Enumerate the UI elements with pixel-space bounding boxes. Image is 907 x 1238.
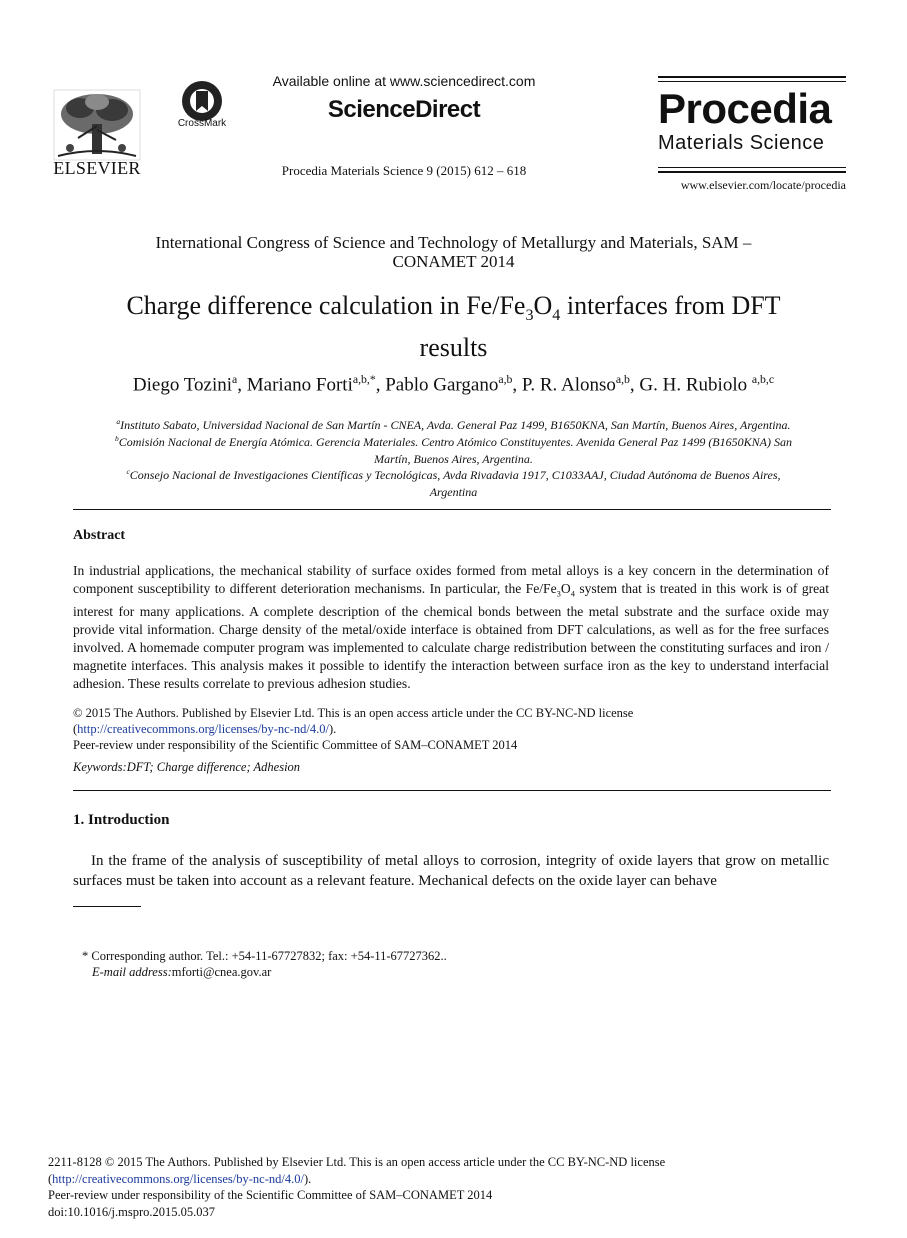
title-subscript: 3 [525,307,534,325]
author-list [40,373,867,396]
author-separator: , [237,374,247,396]
affiliation-text: Comisión Nacional de Energía Atómica. Gerencia Materiales. Centro Atómico Constituyentes. Avenida General Paz 1499 (B1650KNA) San [118,435,792,449]
license-paren: ( [48,1171,53,1186]
affiliation-mark: b [115,434,119,443]
abstract-subscript: 3 [556,588,561,599]
affiliation-mark: a [116,417,121,426]
paper-title-line-2: results [419,333,488,363]
page-footer [48,1154,665,1220]
title-text: interfaces from DFT [560,291,781,320]
procedia-bottom-rule [658,167,846,168]
author-name: Pablo Gargano [385,374,499,396]
doi[interactable]: doi:10.1016/j.mspro.2015.05.037 [48,1204,216,1219]
journal-reference: Procedia Materials Science 9 (2015) 612 – 618 [281,163,527,178]
footer-license-link[interactable]: http://creativecommons.org/licenses/by-nc-nd/4.0/ [52,1171,304,1186]
procedia-top-rule-thin [658,81,846,82]
keywords-list: DFT; Charge difference; Adhesion [126,760,301,774]
introduction-heading: 1. Introduction [73,812,170,828]
procedia-top-rule [658,76,846,78]
author-separator: , [629,374,640,396]
author-affiliation-mark: a [232,373,238,386]
footnote-rule [73,906,141,907]
abstract-body [73,562,829,693]
elsevier-wordmark: ELSEVIER [53,158,141,178]
author-name: G. H. Rubiolo [639,374,752,396]
affiliation-mark: c [126,467,130,476]
footnote-star: * [82,949,89,963]
conference-name [40,233,867,271]
email-address[interactable]: mforti@cnea.gov.ar [171,965,272,979]
affiliation-text: Instituto Sabato, Universidad Nacional de San Martín - CNEA, Avda. General Paz 1499, B1650KNA, San Martín, Buenos Aires, Argentina. [120,418,791,432]
affiliation-text: Martín, Buenos Aires, Argentina. [374,452,533,466]
abstract-text: In industrial applications, the mechanical stability of surface oxides formed from metal alloys is a key concern in the determination of component susceptibility to different deterioration mechanisms. In particular, the Fe/Fe [73,563,829,596]
author-separator: , [512,374,522,396]
divider [73,509,831,510]
author-affiliation-mark: a,b,c [751,373,775,386]
affiliation-text: Argentina [429,485,478,499]
license-paren: ). [303,1171,312,1186]
introduction-body: In the frame of the analysis of susceptibility of metal alloys to corrosion, integrity of oxide layers that grow on metallic surfaces must be taken into account as a relevant feature. Mechanical defects on the oxide layer can behave [73,853,829,889]
available-online-text: Available online at www.sciencedirect.com [272,73,536,89]
footnote [82,948,447,980]
title-subscript: 4 [552,307,561,325]
divider [73,790,831,791]
author-name: Mariano Forti [246,374,353,396]
procedia-logo-subtitle: Materials Science [658,132,825,154]
conference-line-2: CONAMET 2014 [392,252,515,271]
license-paren: ( [73,722,78,736]
paper-title [40,290,867,364]
license-paren: ). [328,722,337,736]
footer-peer-review: Peer-review under responsibility of the Scientific Committee of SAM–CONAMET 2014 [48,1188,493,1202]
title-text: O [533,291,553,320]
copyright-line: © 2015 The Authors. Published by Elsevier Ltd. This is an open access article under the CC BY-NC-ND license [73,706,634,720]
title-text: Charge difference calculation in Fe/Fe [126,291,526,320]
abstract-heading: Abstract [73,528,126,543]
license-link[interactable]: http://creativecommons.org/licenses/by-nc-nd/4.0/ [77,722,329,736]
abstract-copyright [73,705,829,753]
keywords-label: Keywords: [73,760,127,774]
keywords [73,759,829,775]
sciencedirect-brand[interactable]: ScienceDirect [327,96,481,123]
abstract-subscript: 4 [570,588,575,599]
abstract-text: system that is treated in this work is of great interest for many applications. A complete description of the chemical bonds between the metal substrate and the surface oxide may provide vital information. Charge density of the metal/oxide interface is obtained from DFT calculations, as well as for the free surfaces involved. A homemade computer program was implemented to calculate charge redistribution between the constituting surfaces and iron / magnetite interfaces. This analysis makes it possible to identify the interaction between surface iron as the key to understand interfacial adhesion. These results correlate to previous adhesion studies. [73,581,829,691]
affiliation-text: Consejo Nacional de Investigaciones Científicas y Tecnológicas, Avda Rivadavia 1917, C1033AAJ, Ciudad Autónoma de Buenos Aires, [129,468,781,482]
issn-copyright: 2211-8128 © 2015 The Authors. Published by Elsevier Ltd. This is an open access article under the CC BY-NC-ND license [48,1155,666,1169]
peer-review-line: Peer-review under responsibility of the Scientific Committee of SAM–CONAMET 2014 [73,738,518,752]
procedia-url[interactable]: www.elsevier.com/locate/procedia [680,178,846,192]
email-label: E-mail address: [92,965,172,979]
author-separator: , [375,374,386,396]
author-name: P. R. Alonso [521,374,616,396]
author-affiliation-mark: a,b [498,373,513,386]
affiliation-c [60,463,847,501]
author-affiliation-mark: a,b [615,373,630,386]
paper-title-line-1 [40,290,867,332]
procedia-logo-title: Procedia [658,85,832,132]
abstract-text: O [560,581,571,596]
conference-line-1: International Congress of Science and Technology of Metallurgy and Materials, SAM – [155,233,752,252]
author-name: Diego Tozini [132,374,233,396]
author-affiliation-mark: a,b,* [352,373,376,386]
corresponding-author-text: Corresponding author. Tel.: +54-11-67727832; fax: +54-11-67727362.. [88,949,447,963]
procedia-bottom-rule-thick [658,171,846,173]
crossmark-label: CrossMark [177,118,227,129]
